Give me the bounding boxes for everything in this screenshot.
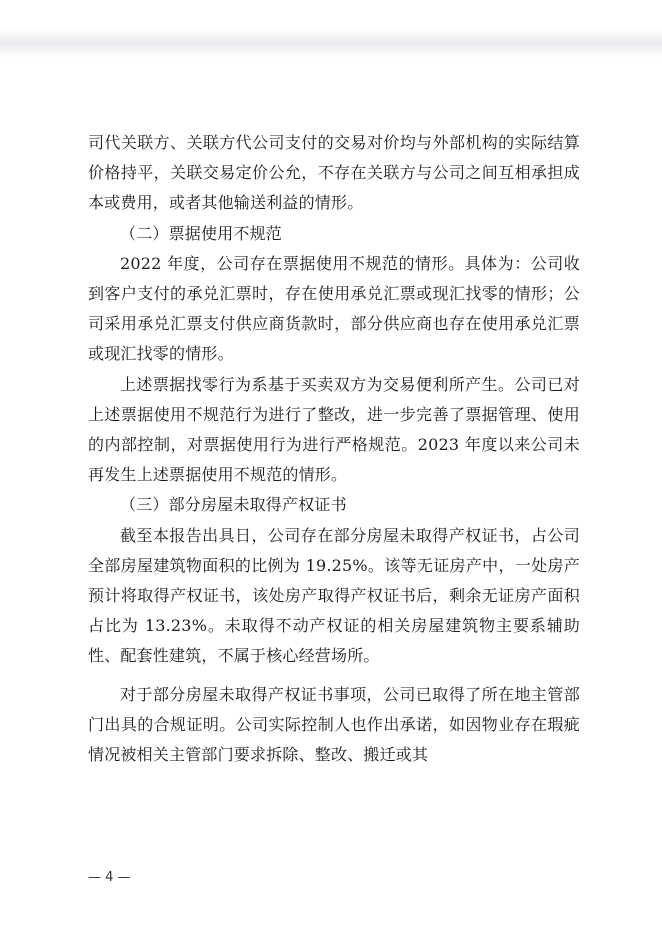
paragraph-property-area-ratio: 截至本报告出具日，公司存在部分房屋未取得产权证书，占公司全部房屋建筑物面积的比例为 19.25%。该等无证房产中，一处房产预计将取得产权证书，该处房产取得产权证书后，剩余无证房产面积占比为 13.23%。未取得不动产权证的相关房屋建筑物主要系辅助性、配套性建筑，不属于核心经营场所。 (88, 525, 580, 666)
page-number: — 4 — (88, 870, 131, 885)
scan-shadow-band (0, 28, 662, 58)
paragraph-related-party-pricing: 司代关联方、关联方代公司支付的交易对价均与外部机构的实际结算价格持平，关联交易定价公允，不存在关联方与公司之间互相承担成本或费用，或者其他输送利益的情形。 (88, 133, 580, 213)
section-heading-property-certificates: （三）部分房屋未取得产权证书 (120, 495, 347, 515)
paragraph-gap (88, 672, 580, 680)
paragraph-compliance-certificate: 对于部分房屋未取得产权证书事项，公司已取得了所在地主管部门出具的合规证明。公司实际控制人也作出承诺，如因物业存在瑕疵情况被相关主管部门要求拆除、整改、搬迁或其 (88, 684, 580, 765)
section-heading-bill-usage: （二）票据使用不规范 (120, 223, 283, 243)
paragraph-bill-usage-2022: 2022 年度，公司存在票据使用不规范的情形。具体为：公司收到客户支付的承兑汇票时，存在使用承兑汇票或现汇找零的情形；公司采用承兑汇票支付供应商货款时，部分供应商也存在使用承兑汇票或现汇找零的情形。 (88, 253, 580, 364)
document-body (88, 128, 580, 770)
paragraph-bill-rectification: 上述票据找零行为系基于买卖双方为交易便利所产生。公司已对上述票据使用不规范行为进行了整改，进一步完善了票据管理、使用的内部控制，对票据使用行为进行严格规范。2023 年度以来公司未再发生上述票据使用不规范的情形。 (88, 374, 580, 485)
